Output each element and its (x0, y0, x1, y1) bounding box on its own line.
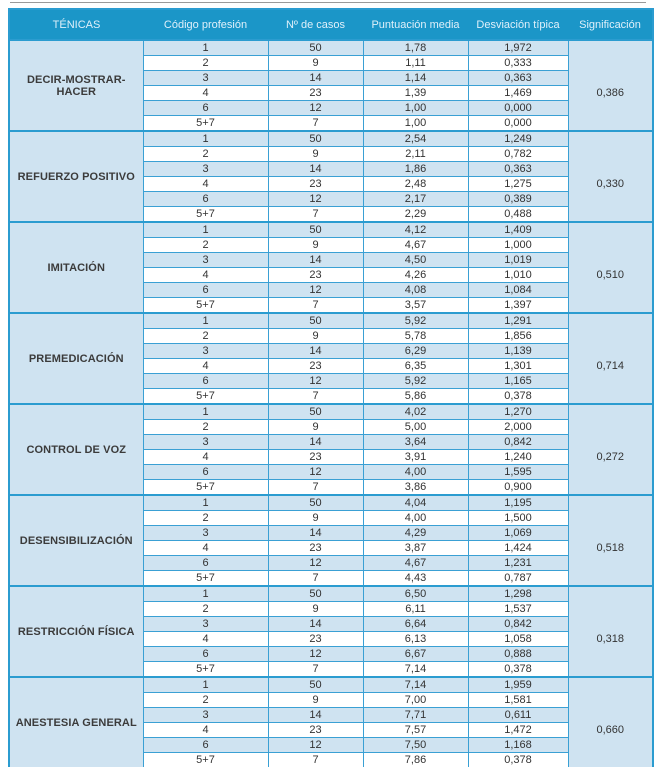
mean-cell: 6,64 (363, 617, 468, 632)
sd-cell: 0,611 (468, 708, 568, 723)
table-body (9, 40, 653, 767)
column-header-tecnicas: TÉNICAS (9, 9, 143, 40)
sd-cell: 1,298 (468, 586, 568, 602)
sd-cell: 0,842 (468, 435, 568, 450)
code-cell: 5+7 (143, 753, 268, 767)
mean-cell: 1,39 (363, 86, 468, 101)
sd-cell: 1,139 (468, 344, 568, 359)
mean-cell: 4,08 (363, 283, 468, 298)
code-cell: 2 (143, 511, 268, 526)
code-cell: 4 (143, 268, 268, 283)
code-cell: 2 (143, 693, 268, 708)
code-cell: 4 (143, 723, 268, 738)
sd-cell: 0,488 (468, 207, 568, 223)
technique-cell: IMITACIÓN (9, 222, 143, 313)
cases-cell: 14 (268, 162, 363, 177)
cases-cell: 9 (268, 56, 363, 71)
sd-cell: 0,378 (468, 662, 568, 678)
mean-cell: 7,57 (363, 723, 468, 738)
cases-cell: 9 (268, 329, 363, 344)
mean-cell: 2,11 (363, 147, 468, 162)
cases-cell: 7 (268, 753, 363, 767)
sd-cell: 0,333 (468, 56, 568, 71)
cases-cell: 9 (268, 602, 363, 617)
sd-cell: 1,168 (468, 738, 568, 753)
sd-cell: 0,000 (468, 101, 568, 116)
significance-cell: 0,518 (568, 495, 653, 586)
code-cell: 1 (143, 40, 268, 56)
code-cell: 6 (143, 556, 268, 571)
sd-cell: 1,397 (468, 298, 568, 314)
code-cell: 3 (143, 344, 268, 359)
mean-cell: 7,14 (363, 677, 468, 693)
cases-cell: 9 (268, 238, 363, 253)
significance-cell: 0,330 (568, 131, 653, 222)
mean-cell: 1,00 (363, 116, 468, 132)
code-cell: 3 (143, 162, 268, 177)
cases-cell: 14 (268, 526, 363, 541)
data-row (9, 404, 653, 420)
mean-cell: 4,00 (363, 465, 468, 480)
code-cell: 2 (143, 329, 268, 344)
technique-cell: PREMEDICACIÓN (9, 313, 143, 404)
cases-cell: 7 (268, 116, 363, 132)
sd-cell: 0,378 (468, 753, 568, 767)
mean-cell: 1,78 (363, 40, 468, 56)
sd-cell: 1,165 (468, 374, 568, 389)
cases-cell: 14 (268, 617, 363, 632)
technique-cell: CONTROL DE VOZ (9, 404, 143, 495)
cases-cell: 12 (268, 283, 363, 298)
cases-cell: 7 (268, 480, 363, 496)
mean-cell: 5,78 (363, 329, 468, 344)
sd-cell: 1,231 (468, 556, 568, 571)
technique-cell: RESTRICCIÓN FÍSICA (9, 586, 143, 677)
cases-cell: 50 (268, 222, 363, 238)
code-cell: 3 (143, 71, 268, 86)
code-cell: 2 (143, 602, 268, 617)
sd-cell: 1,537 (468, 602, 568, 617)
code-cell: 3 (143, 708, 268, 723)
mean-cell: 2,48 (363, 177, 468, 192)
sd-cell: 1,469 (468, 86, 568, 101)
data-row (9, 677, 653, 693)
cases-cell: 23 (268, 723, 363, 738)
cases-cell: 7 (268, 389, 363, 405)
cases-cell: 14 (268, 71, 363, 86)
sd-cell: 1,058 (468, 632, 568, 647)
sd-cell: 1,069 (468, 526, 568, 541)
mean-cell: 1,11 (363, 56, 468, 71)
code-cell: 6 (143, 192, 268, 207)
sd-cell: 0,363 (468, 71, 568, 86)
data-row (9, 313, 653, 329)
column-header-num-casos: Nº de casos (268, 9, 363, 40)
sd-cell: 1,240 (468, 450, 568, 465)
cases-cell: 50 (268, 586, 363, 602)
sd-cell: 0,389 (468, 192, 568, 207)
sd-cell: 1,019 (468, 253, 568, 268)
mean-cell: 1,86 (363, 162, 468, 177)
sd-cell: 1,275 (468, 177, 568, 192)
mean-cell: 7,71 (363, 708, 468, 723)
cases-cell: 12 (268, 556, 363, 571)
cases-cell: 12 (268, 465, 363, 480)
code-cell: 3 (143, 253, 268, 268)
code-cell: 6 (143, 283, 268, 298)
code-cell: 4 (143, 86, 268, 101)
cases-cell: 50 (268, 40, 363, 56)
code-cell: 5+7 (143, 389, 268, 405)
technique-cell: ANESTESIA GENERAL (9, 677, 143, 767)
cases-cell: 14 (268, 344, 363, 359)
code-cell: 1 (143, 222, 268, 238)
cases-cell: 7 (268, 298, 363, 314)
code-cell: 2 (143, 147, 268, 162)
cases-cell: 7 (268, 571, 363, 587)
code-cell: 5+7 (143, 480, 268, 496)
sd-cell: 0,888 (468, 647, 568, 662)
code-cell: 1 (143, 495, 268, 511)
cases-cell: 23 (268, 541, 363, 556)
mean-cell: 3,64 (363, 435, 468, 450)
column-header-codigo-profesion: Código profesión (143, 9, 268, 40)
cases-cell: 7 (268, 207, 363, 223)
cases-cell: 23 (268, 450, 363, 465)
mean-cell: 6,50 (363, 586, 468, 602)
code-cell: 4 (143, 177, 268, 192)
cases-cell: 14 (268, 253, 363, 268)
cases-cell: 14 (268, 435, 363, 450)
cases-cell: 23 (268, 632, 363, 647)
mean-cell: 4,00 (363, 511, 468, 526)
mean-cell: 5,92 (363, 313, 468, 329)
cases-cell: 12 (268, 192, 363, 207)
code-cell: 5+7 (143, 116, 268, 132)
code-cell: 4 (143, 450, 268, 465)
cases-cell: 12 (268, 101, 363, 116)
mean-cell: 2,29 (363, 207, 468, 223)
cases-cell: 50 (268, 677, 363, 693)
mean-cell: 4,02 (363, 404, 468, 420)
significance-cell: 0,318 (568, 586, 653, 677)
data-row (9, 495, 653, 511)
data-row (9, 586, 653, 602)
significance-cell: 0,386 (568, 40, 653, 131)
mean-cell: 1,14 (363, 71, 468, 86)
cases-cell: 9 (268, 147, 363, 162)
cases-cell: 12 (268, 374, 363, 389)
mean-cell: 4,67 (363, 556, 468, 571)
significance-cell: 0,510 (568, 222, 653, 313)
cases-cell: 12 (268, 647, 363, 662)
code-cell: 4 (143, 541, 268, 556)
header-row (9, 9, 653, 40)
code-cell: 2 (143, 56, 268, 71)
significance-cell: 0,272 (568, 404, 653, 495)
cases-cell: 50 (268, 495, 363, 511)
data-row (9, 131, 653, 147)
sd-cell: 1,301 (468, 359, 568, 374)
mean-cell: 2,54 (363, 131, 468, 147)
code-cell: 3 (143, 617, 268, 632)
significance-cell: 0,714 (568, 313, 653, 404)
code-cell: 1 (143, 131, 268, 147)
cases-cell: 23 (268, 86, 363, 101)
mean-cell: 3,57 (363, 298, 468, 314)
sd-cell: 1,972 (468, 40, 568, 56)
mean-cell: 4,12 (363, 222, 468, 238)
cases-cell: 50 (268, 404, 363, 420)
mean-cell: 1,00 (363, 101, 468, 116)
mean-cell: 6,13 (363, 632, 468, 647)
mean-cell: 6,35 (363, 359, 468, 374)
cases-cell: 23 (268, 268, 363, 283)
cases-cell: 7 (268, 662, 363, 678)
data-row (9, 222, 653, 238)
mean-cell: 3,91 (363, 450, 468, 465)
mean-cell: 7,86 (363, 753, 468, 767)
mean-cell: 4,43 (363, 571, 468, 587)
code-cell: 5+7 (143, 662, 268, 678)
sd-cell: 1,195 (468, 495, 568, 511)
sd-cell: 1,472 (468, 723, 568, 738)
mean-cell: 2,17 (363, 192, 468, 207)
cases-cell: 9 (268, 693, 363, 708)
technique-cell: DESENSIBILIZACIÓN (9, 495, 143, 586)
code-cell: 2 (143, 420, 268, 435)
sd-cell: 1,409 (468, 222, 568, 238)
mean-cell: 4,67 (363, 238, 468, 253)
sd-cell: 1,500 (468, 511, 568, 526)
sd-cell: 1,581 (468, 693, 568, 708)
mean-cell: 3,86 (363, 480, 468, 496)
code-cell: 5+7 (143, 571, 268, 587)
cases-cell: 14 (268, 708, 363, 723)
column-header-significacion: Significación (568, 9, 653, 40)
sd-cell: 0,787 (468, 571, 568, 587)
code-cell: 4 (143, 359, 268, 374)
code-cell: 4 (143, 632, 268, 647)
code-cell: 1 (143, 313, 268, 329)
code-cell: 5+7 (143, 298, 268, 314)
mean-cell: 7,50 (363, 738, 468, 753)
sd-cell: 1,010 (468, 268, 568, 283)
mean-cell: 5,00 (363, 420, 468, 435)
column-header-desviacion-tipica: Desviación típica (468, 9, 568, 40)
cases-cell: 50 (268, 313, 363, 329)
cases-cell: 23 (268, 359, 363, 374)
sd-cell: 1,291 (468, 313, 568, 329)
column-header-puntuacion-media: Puntuación media (363, 9, 468, 40)
code-cell: 6 (143, 738, 268, 753)
sd-cell: 2,000 (468, 420, 568, 435)
sd-cell: 1,424 (468, 541, 568, 556)
mean-cell: 7,14 (363, 662, 468, 678)
mean-cell: 4,29 (363, 526, 468, 541)
code-cell: 6 (143, 647, 268, 662)
cases-cell: 9 (268, 511, 363, 526)
sd-cell: 1,959 (468, 677, 568, 693)
mean-cell: 5,86 (363, 389, 468, 405)
code-cell: 1 (143, 677, 268, 693)
code-cell: 1 (143, 586, 268, 602)
sd-cell: 0,363 (468, 162, 568, 177)
mean-cell: 4,04 (363, 495, 468, 511)
sd-cell: 1,856 (468, 329, 568, 344)
mean-cell: 4,50 (363, 253, 468, 268)
mean-cell: 6,29 (363, 344, 468, 359)
sd-cell: 1,000 (468, 238, 568, 253)
mean-cell: 4,26 (363, 268, 468, 283)
data-row (9, 40, 653, 56)
sd-cell: 1,595 (468, 465, 568, 480)
mean-cell: 6,11 (363, 602, 468, 617)
mean-cell: 6,67 (363, 647, 468, 662)
cases-cell: 23 (268, 177, 363, 192)
mean-cell: 5,92 (363, 374, 468, 389)
cases-cell: 50 (268, 131, 363, 147)
code-cell: 3 (143, 526, 268, 541)
code-cell: 6 (143, 465, 268, 480)
statistics-table (8, 8, 654, 767)
sd-cell: 0,900 (468, 480, 568, 496)
technique-cell: DECIR-MOSTRAR-HACER (9, 40, 143, 131)
sd-cell: 1,270 (468, 404, 568, 420)
code-cell: 2 (143, 238, 268, 253)
mean-cell: 7,00 (363, 693, 468, 708)
sd-cell: 0,782 (468, 147, 568, 162)
sd-cell: 1,084 (468, 283, 568, 298)
cases-cell: 9 (268, 420, 363, 435)
code-cell: 5+7 (143, 207, 268, 223)
technique-cell: REFUERZO POSITIVO (9, 131, 143, 222)
code-cell: 6 (143, 101, 268, 116)
sd-cell: 0,842 (468, 617, 568, 632)
mean-cell: 3,87 (363, 541, 468, 556)
top-rule (10, 2, 646, 3)
code-cell: 1 (143, 404, 268, 420)
code-cell: 3 (143, 435, 268, 450)
sd-cell: 0,000 (468, 116, 568, 132)
cases-cell: 12 (268, 738, 363, 753)
sd-cell: 0,378 (468, 389, 568, 405)
sd-cell: 1,249 (468, 131, 568, 147)
significance-cell: 0,660 (568, 677, 653, 767)
code-cell: 6 (143, 374, 268, 389)
